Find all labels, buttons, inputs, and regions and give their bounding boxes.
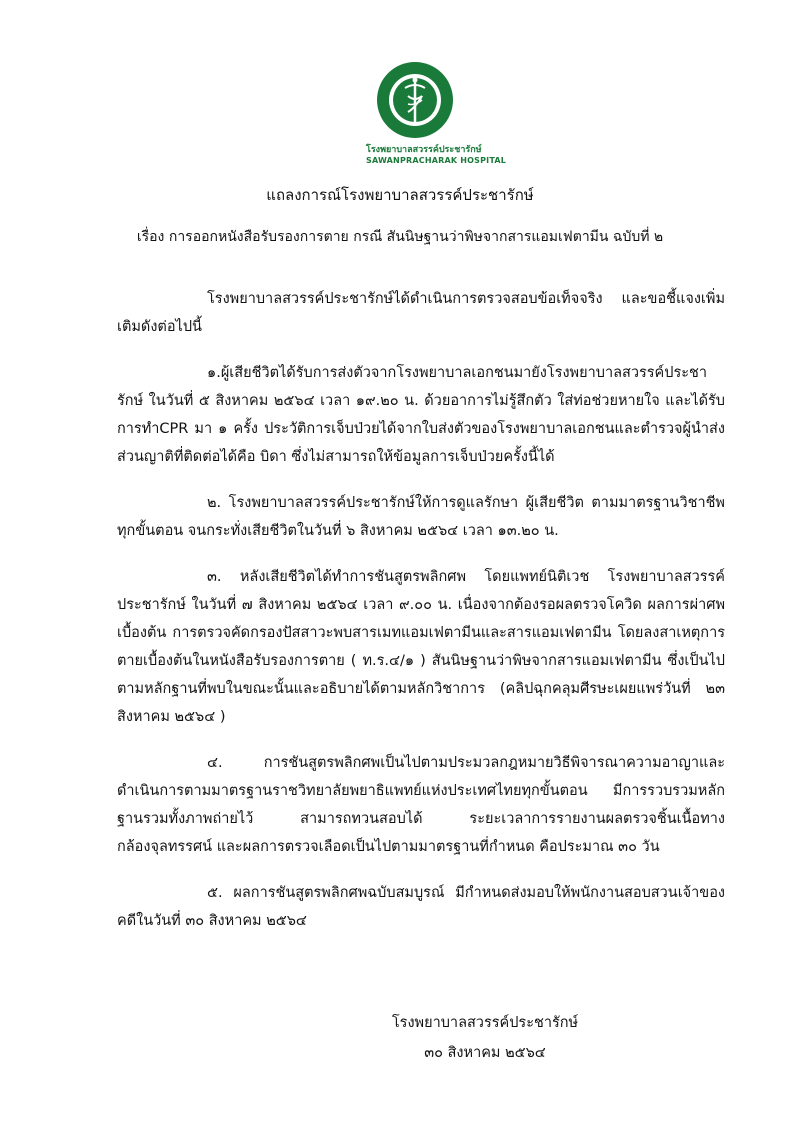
intro-paragraph: โรงพยาบาลสวรรค์ประชารักษ์ได้ดำเนินการตรวจสอบข้อเท็จจริง และขอชี้แจงเพิ่มเติมดังต่อไปนี้ [117,291,725,335]
paragraph-5: ๕. ผลการชันสูตรพลิกศพฉบับสมบูรณ์ มีกำหนดส่งมอบให้พนักงานสอบสวนเจ้าของคดีในวันที่ ๓๐ สิงหาคม ๒๕๖๔ [117,885,725,929]
logo-hospital-name-th: โรงพยาบาลสวรรค์ประชารักษ์ [366,145,482,155]
paragraph-3: ๓. หลังเสียชีวิตได้ทำการชันสูตรพลิกศพ โดยแพทย์นิติเวช โรงพยาบาลสวรรค์ประชารักษ์ ในวันที่ ๗ สิงหาคม ๒๕๖๔ เวลา ๙.๐๐ น. เนื่องจากต้องรอผลตรวจโควิด ผลการผ่าศพเบื้องต้น การตรวจคัดกรองปัสสาวะพบสารเมทแอมเฟตามีนและสารแอมเฟตามีน โดยลงสาเหตุการตายเบื้องต้นในหนังสือรับรองการตาย ( ท.ร.๔/๑ ) สันนิษฐานว่าพิษจากสารแอมเฟตามีน ซึ่งเป็นไปตามหลักฐานที่พบในขณะนั้นและอธิบายได้ตามหลักวิชาการ (คลิปฉุกคลุมศีรษะเผยแพร่วันที่ ๒๓ สิงหาคม ๒๕๖๔ ) [117,569,725,725]
paragraph-1: ๑.ผู้เสียชีวิตได้รับการส่งตัวจากโรงพยาบาลเอกชนมายังโรงพยาบาลสวรรค์ประชารักษ์ ในวันที่ ๕ สิงหาคม ๒๕๖๔ เวลา ๑๙.๒๐ น. ด้วยอาการไม่รู้สึกตัว ใส่ท่อช่วยหายใจ และได้รับการทำCPR มา ๑ ครั้ง ประวัติการเจ็บป่วยได้จากใบส่งตัวของโรงพยาบาลเอกชนและตำรวจผู้นำส่ง ส่วนญาติที่ติดต่อได้คือ บิดา ซึ่งไม่สามารถให้ข้อมูลการเจ็บป่วยครั้งนี้ได้ [117,365,725,465]
paragraph-2: ๒. โรงพยาบาลสวรรค์ประชารักษ์ให้การดูแลรักษา ผู้เสียชีวิต ตามมาตรฐานวิชาชีพทุกขั้นตอน จนกระทั่งเสียชีวิตในวันที่ ๖ สิงหาคม ๒๕๖๔ เวลา ๑๓.๒๐ น. [117,495,725,539]
logo-hospital-name-en: SAWANPRACHARAK HOSPITAL [366,156,507,165]
document-title: แถลงการณ์โรงพยาบาลสวรรค์ประชารักษ์ [266,186,534,204]
ministry-emblem-icon [375,60,455,140]
signature-block [360,1008,610,1068]
document-body [117,285,725,953]
signature-organization: โรงพยาบาลสวรรค์ประชารักษ์ [391,1015,579,1031]
paragraph-4: ๔. การชันสูตรพลิกศพเป็นไปตามประมวลกฎหมายวิธีพิจารณาความอาญาและดำเนินการตามมาตรฐานราชวิทยาลัยพยาธิแพทย์แห่งประเทศไทยทุกขั้นตอน มีการรวบรวมหลักฐานรวมทั้งภาพถ่ายไว้ สามารถทวนสอบได้ ระยะเวลาการรายงานผลตรวจชิ้นเนื้อทางกล้องจุลทรรศน์ และผลการตรวจเลือดเป็นไปตามมาตรฐานที่กำหนด คือประมาณ ๓๐ วัน [117,755,725,855]
signature-date: ๓๐ สิงหาคม ๒๕๖๔ [424,1045,546,1061]
hospital-logo [360,60,507,165]
document-subject: เรื่อง การออกหนังสือรับรองการตาย กรณี สันนิษฐานว่าพิษจากสารแอมเฟตามีน ฉบับที่ ๒ [136,229,664,245]
